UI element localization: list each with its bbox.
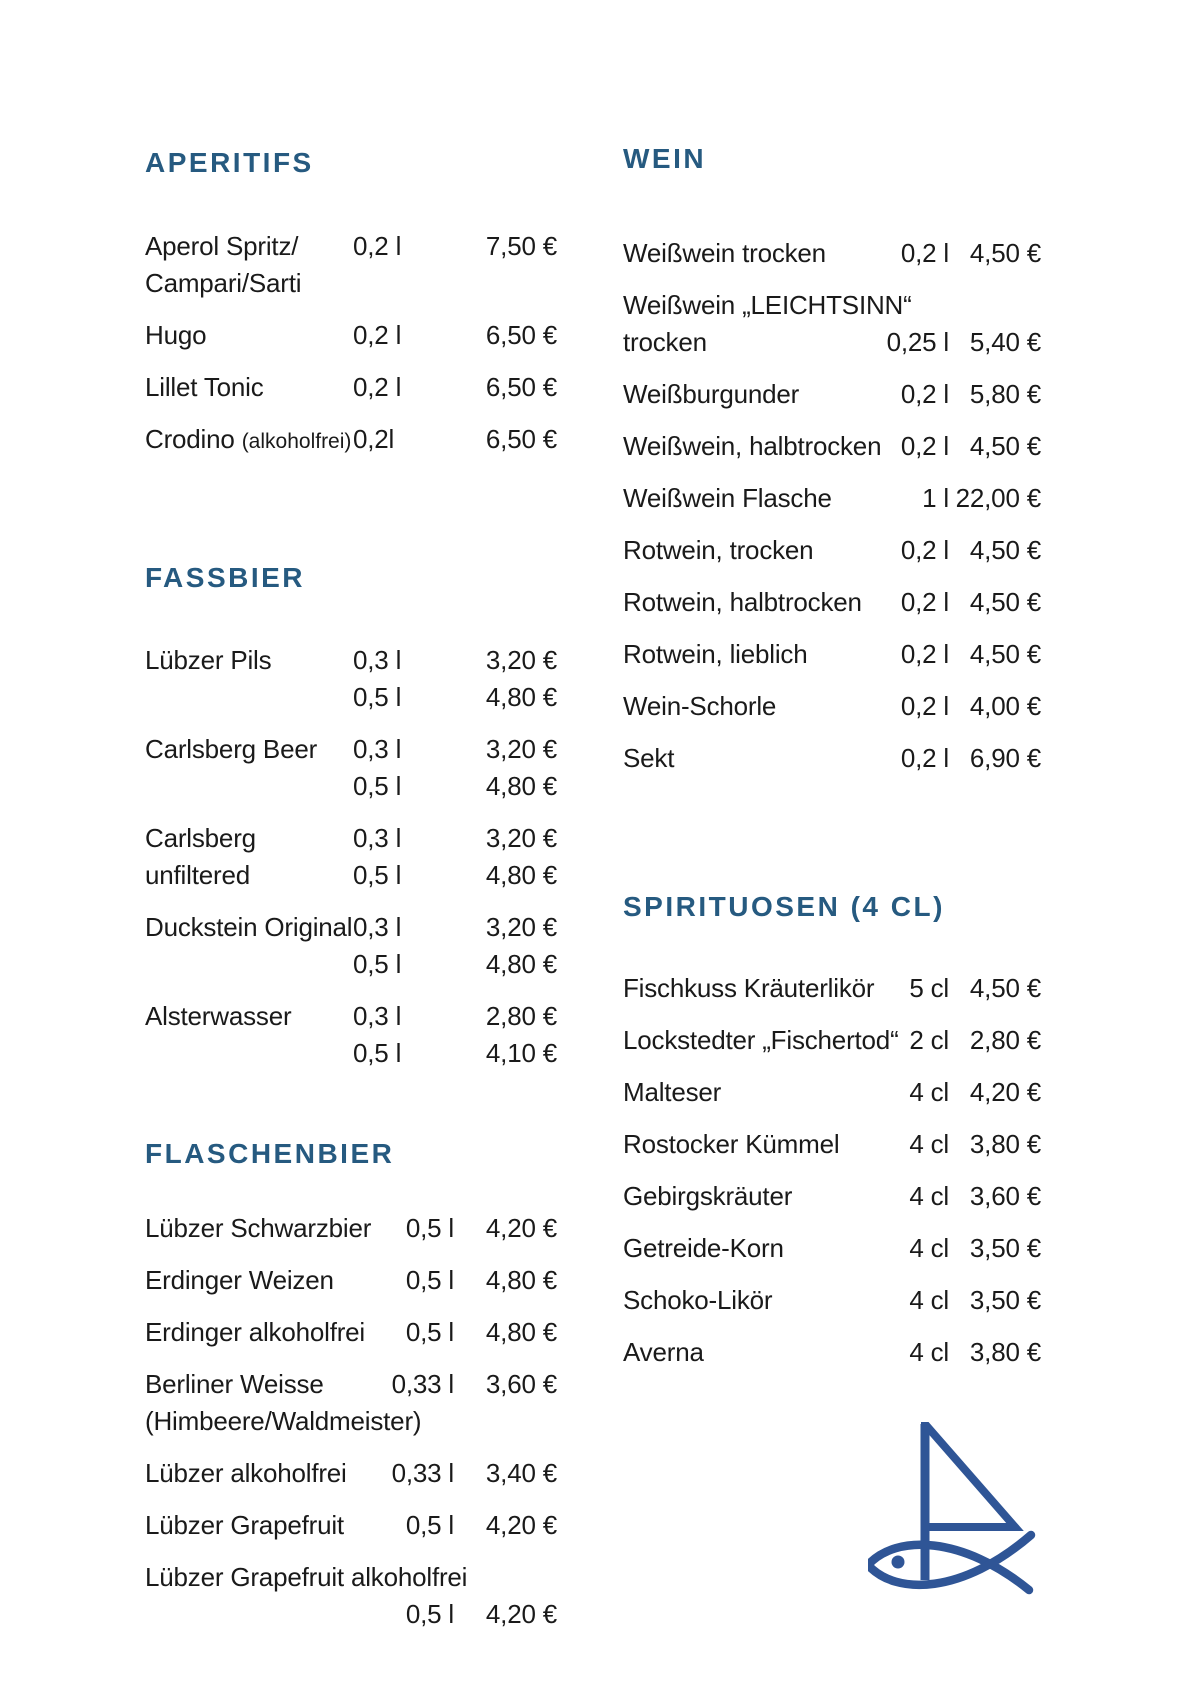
item-size: 0,2 l xyxy=(353,320,402,350)
item-name: Weißwein Flasche xyxy=(623,483,832,513)
item-size: 0,5 l xyxy=(405,1599,454,1629)
item-name: Berliner Weisse xyxy=(145,1369,324,1399)
item-note: (alkoholfrei) xyxy=(241,430,352,453)
item-size: 1 l xyxy=(922,483,949,513)
menu-item xyxy=(145,1507,557,1544)
menu-item xyxy=(623,1126,1041,1163)
item-price: 3,60 € xyxy=(485,1369,557,1399)
item-price: 5,40 € xyxy=(969,327,1041,357)
item-name: Aperol Spritz/ xyxy=(145,231,299,261)
section-title: FLASCHENBIER xyxy=(145,1138,395,1169)
item-name: Schoko-Likör xyxy=(623,1285,773,1315)
item-name: Erdinger Weizen xyxy=(145,1265,334,1295)
item-size: 0,3 l xyxy=(353,912,402,942)
item-name-line2: unfiltered xyxy=(145,860,250,890)
section-spirituosen xyxy=(623,888,1041,1386)
item-price: 4,50 € xyxy=(969,535,1041,565)
item-price: 7,50 € xyxy=(485,231,557,261)
menu-item xyxy=(145,1210,557,1247)
menu-item xyxy=(623,428,1041,465)
item-price: 6,90 € xyxy=(969,743,1041,773)
menu-item xyxy=(145,228,557,302)
item-name: Gebirgskräuter xyxy=(623,1181,793,1211)
item-price: 6,50 € xyxy=(485,320,557,350)
item-size: 0,5 l xyxy=(353,771,402,801)
section-title: SPIRITUOSEN (4 CL) xyxy=(623,891,945,922)
item-name: Weißwein „LEICHTSINN“ xyxy=(623,290,912,320)
item-name: Weißwein trocken xyxy=(623,238,826,268)
item-price: 4,50 € xyxy=(969,238,1041,268)
item-size: 0,2 l xyxy=(900,535,949,565)
menu-item xyxy=(145,998,557,1072)
item-price: 3,20 € xyxy=(485,912,557,942)
item-name: Sekt xyxy=(623,743,675,773)
item-name: Lübzer Pils xyxy=(145,645,272,675)
menu-item xyxy=(145,1314,557,1351)
item-price: 3,80 € xyxy=(969,1129,1041,1159)
item-price: 4,80 € xyxy=(485,1317,557,1347)
item-size: 2 cl xyxy=(909,1025,949,1055)
item-name: Carlsberg xyxy=(145,823,256,853)
item-name: Weißwein, halbtrocken xyxy=(623,431,882,461)
item-name: Malteser xyxy=(623,1077,722,1107)
menu-item xyxy=(145,1559,557,1633)
item-price: 3,20 € xyxy=(485,823,557,853)
item-name: Duckstein Original xyxy=(145,912,353,942)
item-name: Carlsberg Beer xyxy=(145,734,318,764)
item-name-line2: Campari/Sarti xyxy=(145,268,302,298)
item-price: 3,20 € xyxy=(485,734,557,764)
menu-item xyxy=(623,480,1041,517)
menu-item xyxy=(623,287,1041,361)
item-price: 6,50 € xyxy=(485,372,557,402)
menu-item xyxy=(145,369,557,406)
item-price: 3,50 € xyxy=(969,1233,1041,1263)
menu-item xyxy=(145,909,557,983)
item-size: 0,3 l xyxy=(353,645,402,675)
item-name: Rotwein, lieblich xyxy=(623,639,808,669)
section-wein xyxy=(623,140,1041,792)
item-name: Erdinger alkoholfrei xyxy=(145,1317,366,1347)
item-name: Fischkuss Kräuterlikör xyxy=(623,973,875,1003)
item-size: 0,5 l xyxy=(405,1317,454,1347)
item-price: 4,50 € xyxy=(969,431,1041,461)
item-price: 3,20 € xyxy=(485,645,557,675)
item-size: 0,2 l xyxy=(900,639,949,669)
item-size: 0,5 l xyxy=(353,1038,402,1068)
item-price: 4,00 € xyxy=(969,691,1041,721)
item-size: 5 cl xyxy=(909,973,949,1003)
item-price: 4,50 € xyxy=(969,639,1041,669)
item-size: 0,5 l xyxy=(353,860,402,890)
menu-item xyxy=(145,1366,557,1440)
item-size: 0,3 l xyxy=(353,1001,402,1031)
item-price: 5,80 € xyxy=(969,379,1041,409)
item-size: 4 cl xyxy=(909,1181,949,1211)
item-size: 0,3 l xyxy=(353,734,402,764)
item-size: 4 cl xyxy=(909,1077,949,1107)
menu-item xyxy=(623,688,1041,725)
item-name: Lillet Tonic xyxy=(145,372,264,402)
item-name: Getreide-Korn xyxy=(623,1233,784,1263)
section-aperitifs xyxy=(145,144,557,475)
item-name: Lockstedter „Fischertod“ xyxy=(623,1025,899,1055)
menu-item xyxy=(623,376,1041,413)
item-size: 0,3 l xyxy=(353,823,402,853)
item-size: 4 cl xyxy=(909,1337,949,1367)
item-size: 0,2 l xyxy=(900,743,949,773)
item-size: 0,5 l xyxy=(405,1265,454,1295)
menu-item xyxy=(623,1230,1041,1267)
item-name-line2: trocken xyxy=(623,327,707,357)
item-price: 4,50 € xyxy=(969,587,1041,617)
section-title: FASSBIER xyxy=(145,562,306,593)
item-price: 6,50 € xyxy=(485,424,557,454)
fish-sailboat-icon xyxy=(868,1422,1036,1600)
menu-item xyxy=(623,636,1041,673)
item-name: Alsterwasser xyxy=(145,1001,292,1031)
item-size: 0,25 l xyxy=(886,327,949,357)
item-price: 4,10 € xyxy=(485,1038,557,1068)
menu-item xyxy=(623,584,1041,621)
item-name-line2: (Himbeere/Waldmeister) xyxy=(145,1406,422,1436)
item-name: Averna xyxy=(623,1337,704,1367)
section-flaschenbier xyxy=(145,1135,557,1648)
item-size: 0,2 l xyxy=(900,238,949,268)
item-size: 0,5 l xyxy=(405,1510,454,1540)
item-price: 4,20 € xyxy=(485,1510,557,1540)
item-price: 4,50 € xyxy=(969,973,1041,1003)
menu-item xyxy=(145,317,557,354)
menu-item xyxy=(623,1282,1041,1319)
item-price: 4,20 € xyxy=(485,1599,557,1629)
item-size: 0,2 l xyxy=(900,587,949,617)
item-name: Hugo xyxy=(145,320,207,350)
item-size: 0,5 l xyxy=(405,1213,454,1243)
item-name: Lübzer Grapefruit xyxy=(145,1510,344,1540)
menu-item xyxy=(145,642,557,716)
menu-item xyxy=(145,731,557,805)
menu-item xyxy=(623,740,1041,777)
menu-item xyxy=(623,1074,1041,1111)
menu-item xyxy=(623,1178,1041,1215)
item-name: Rostocker Kümmel xyxy=(623,1129,840,1159)
item-price: 4,20 € xyxy=(485,1213,557,1243)
fish-sailboat-logo xyxy=(868,1422,1036,1600)
item-size: 0,5 l xyxy=(353,682,402,712)
item-name: Lübzer Schwarzbier xyxy=(145,1213,372,1243)
section-fassbier xyxy=(145,559,557,1087)
item-size: 0,2 l xyxy=(900,691,949,721)
item-size: 0,2 l xyxy=(900,431,949,461)
item-size: 0,2 l xyxy=(353,372,402,402)
menu-item xyxy=(623,235,1041,272)
item-price: 3,40 € xyxy=(485,1458,557,1488)
item-price: 3,50 € xyxy=(969,1285,1041,1315)
menu-item xyxy=(623,532,1041,569)
section-title: APERITIFS xyxy=(145,147,314,178)
item-size: 4 cl xyxy=(909,1233,949,1263)
item-name: Wein-Schorle xyxy=(623,691,777,721)
menu-item xyxy=(623,1022,1041,1059)
item-price: 2,80 € xyxy=(485,1001,557,1031)
item-name: Weißburgunder xyxy=(623,379,800,409)
item-price: 3,60 € xyxy=(969,1181,1041,1211)
item-size: 0,2 l xyxy=(900,379,949,409)
menu-item xyxy=(623,970,1041,1007)
item-name: Lübzer alkoholfrei xyxy=(145,1458,347,1488)
item-name: Rotwein, trocken xyxy=(623,535,814,565)
menu-item xyxy=(145,1455,557,1492)
fish-eye xyxy=(892,1556,905,1569)
item-size: 0,5 l xyxy=(353,949,402,979)
item-size: 4 cl xyxy=(909,1285,949,1315)
menu-item xyxy=(145,421,557,460)
item-price: 22,00 € xyxy=(955,483,1041,513)
item-price: 2,80 € xyxy=(969,1025,1041,1055)
menu-item xyxy=(145,1262,557,1299)
item-price: 4,80 € xyxy=(485,682,557,712)
item-size: 0,33 l xyxy=(391,1458,454,1488)
item-name: Crodino (alkoholfrei) xyxy=(145,424,352,454)
menu-item xyxy=(623,1334,1041,1371)
item-price: 4,80 € xyxy=(485,771,557,801)
item-size: 0,2l xyxy=(353,424,395,454)
section-title: WEIN xyxy=(623,143,707,174)
item-price: 4,20 € xyxy=(969,1077,1041,1107)
item-price: 4,80 € xyxy=(485,949,557,979)
item-name: Rotwein, halbtrocken xyxy=(623,587,862,617)
item-price: 4,80 € xyxy=(485,1265,557,1295)
item-price: 4,80 € xyxy=(485,860,557,890)
item-name: Lübzer Grapefruit alkoholfrei xyxy=(145,1562,468,1592)
menu-item xyxy=(145,820,557,894)
item-size: 4 cl xyxy=(909,1129,949,1159)
item-size: 0,2 l xyxy=(353,231,402,261)
item-price: 3,80 € xyxy=(969,1337,1041,1367)
item-size: 0,33 l xyxy=(391,1369,454,1399)
